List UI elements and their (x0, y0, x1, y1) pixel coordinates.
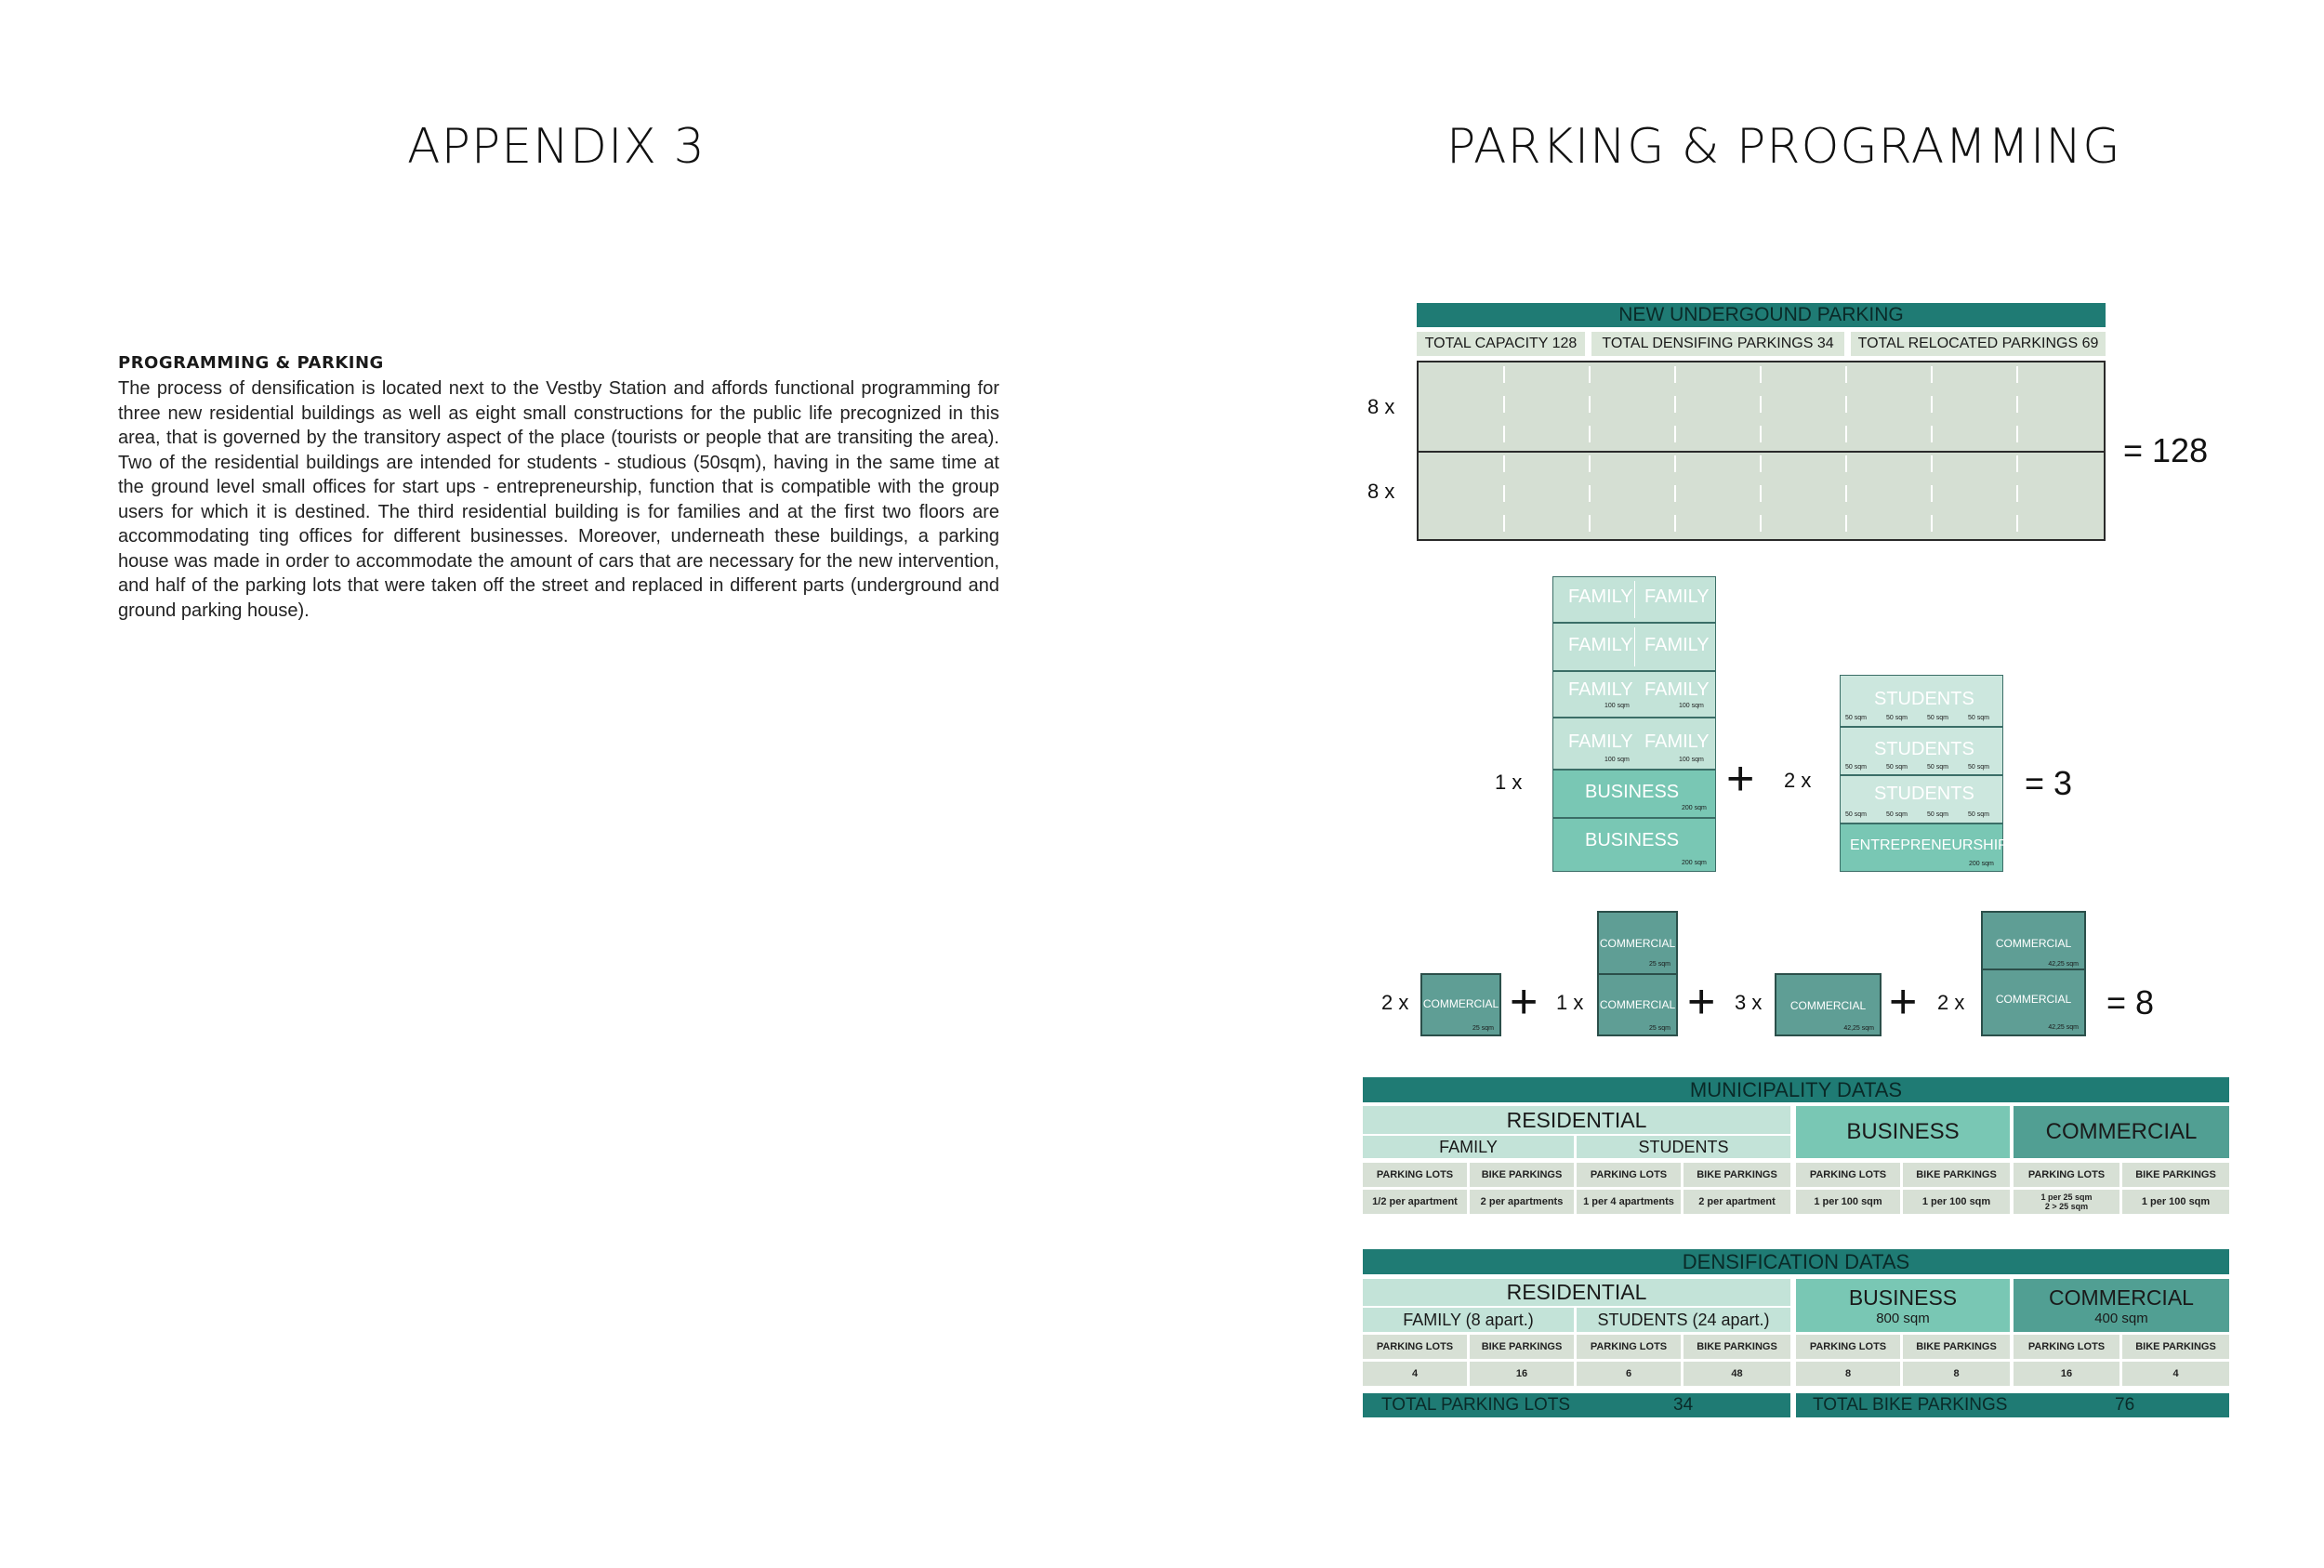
muni-parking-lots-header: PARKING LOTS (1577, 1163, 1681, 1187)
family-label: FAMILY (1568, 635, 1633, 655)
parking-row2-multiplier: 8 x (1367, 480, 1395, 503)
business-floor-2 (1552, 770, 1716, 818)
dens-bike-parkings-header: BIKE PARKINGS (1684, 1335, 1790, 1359)
total-relocated: TOTAL RELOCATED PARKINGS 69 (1851, 332, 2106, 356)
section-heading: PROGRAMMING & PARKING (118, 353, 384, 373)
students-size: 50 sqm (1927, 764, 1948, 771)
total-densifying: TOTAL DENSIFING PARKINGS 34 (1591, 332, 1844, 356)
total-capacity: TOTAL CAPACITY 128 (1417, 332, 1585, 356)
dens-value: 4 (2122, 1362, 2229, 1386)
students-size: 50 sqm (1845, 715, 1867, 721)
business-floor-1 (1552, 818, 1716, 872)
family-size: 100 sqm (1604, 703, 1630, 709)
family-building-multiplier: 1 x (1495, 771, 1523, 794)
commercial-label: COMMERCIAL (1789, 999, 1867, 1012)
muni-commercial: COMMERCIAL (2014, 1106, 2229, 1158)
commercial-label: COMMERCIAL (1995, 937, 2072, 950)
muni-value: 1 per 100 sqm (1903, 1190, 2010, 1214)
muni-business: BUSINESS (1796, 1106, 2010, 1158)
muni-value: 2 per apartment (1684, 1190, 1790, 1214)
students-building (1840, 675, 2008, 872)
students-size: 50 sqm (1968, 811, 1989, 818)
parking-total: = 128 (2123, 431, 2209, 469)
municipality-header: MUNICIPALITY DATAS (1363, 1077, 2229, 1102)
dens-bike-parkings-header: BIKE PARKINGS (1903, 1335, 2010, 1359)
plus-sign: + (1687, 975, 1716, 1029)
muni-bike-parkings-header: BIKE PARKINGS (1684, 1163, 1790, 1187)
commercial-size: 25 sqm (1649, 961, 1670, 968)
plus-sign: + (1510, 975, 1538, 1029)
dens-parking-lots-header: PARKING LOTS (1363, 1335, 1467, 1359)
commercial-size: 42,25 sqm (2048, 1024, 2079, 1031)
commercial-label: COMMERCIAL (1599, 937, 1676, 950)
students-size: 50 sqm (1968, 764, 1989, 771)
muni-value: 1 per 4 apartments (1577, 1190, 1681, 1214)
parking-header: NEW UNDERGOUND PARKING (1417, 303, 2106, 327)
family-floor-4 (1552, 576, 1716, 623)
muni-value-commercial-parking (2014, 1190, 2119, 1214)
muni-value: 1/2 per apartment (1363, 1190, 1467, 1214)
commercial-multiplier-4: 2 x (1937, 991, 1965, 1014)
total-parking-lots-bar (1363, 1393, 1790, 1417)
students-size: 50 sqm (1886, 811, 1908, 818)
students-floor-3 (1840, 675, 2003, 727)
dens-value: 16 (1470, 1362, 1574, 1386)
dens-value: 48 (1684, 1362, 1790, 1386)
muni-bike-parkings-header: BIKE PARKINGS (1470, 1163, 1574, 1187)
business-label: BUSINESS (1585, 830, 1680, 850)
commercial-unit-double (1597, 911, 1678, 1036)
muni-value: 1 per 100 sqm (2122, 1190, 2229, 1214)
muni-value: 2 per apartments (1470, 1190, 1574, 1214)
commercial-size: 42,25 sqm (1843, 1025, 1874, 1032)
business-size: 200 sqm (1682, 860, 1707, 866)
students-size: 50 sqm (1845, 811, 1867, 818)
commercial-multiplier-3: 3 x (1735, 991, 1763, 1014)
family-label: FAMILY (1568, 731, 1633, 752)
family-building (1552, 576, 1716, 872)
family-size: 100 sqm (1679, 703, 1704, 709)
family-size: 100 sqm (1604, 757, 1630, 763)
commercial-size: 25 sqm (1649, 1025, 1670, 1032)
dens-commercial-label: COMMERCIAL (2049, 1285, 2194, 1310)
commercial-unit-large-double (1981, 911, 2086, 1036)
densification-header: DENSIFICATION DATAS (1363, 1249, 2229, 1274)
family-label: FAMILY (1644, 635, 1710, 655)
dens-business-sqm: 800 sqm (1876, 1310, 1930, 1326)
dens-value: 6 (1577, 1362, 1681, 1386)
muni-parking-lots-header: PARKING LOTS (2014, 1163, 2119, 1187)
muni-students: STUDENTS (1577, 1136, 1790, 1158)
commercial-size: 25 sqm (1472, 1025, 1494, 1032)
commercial-multiplier-2: 1 x (1556, 991, 1584, 1014)
students-size: 50 sqm (1927, 715, 1948, 721)
business-label: BUSINESS (1585, 782, 1680, 802)
students-size: 50 sqm (1886, 764, 1908, 771)
students-label: STUDENTS (1874, 784, 1974, 804)
muni-value: 1 per 100 sqm (1796, 1190, 1900, 1214)
students-label: STUDENTS (1874, 739, 1974, 759)
students-label: STUDENTS (1874, 689, 1974, 709)
parking-stall-lines (1419, 362, 2104, 539)
muni-value: 1 per 25 sqm (2040, 1192, 2093, 1202)
dens-value: 4 (1363, 1362, 1467, 1386)
muni-bike-parkings-header: BIKE PARKINGS (1903, 1163, 2010, 1187)
muni-parking-lots-header: PARKING LOTS (1796, 1163, 1900, 1187)
dens-residential: RESIDENTIAL (1363, 1279, 1790, 1306)
dens-parking-lots-header: PARKING LOTS (1577, 1335, 1681, 1359)
muni-bike-parkings-header: BIKE PARKINGS (2122, 1163, 2229, 1187)
business-size: 200 sqm (1682, 805, 1707, 811)
family-label: FAMILY (1644, 731, 1710, 752)
students-size: 50 sqm (1927, 811, 1948, 818)
entrepreneurship-size: 200 sqm (1969, 861, 1994, 867)
entrepreneurship-label: ENTREPRENEURSHIP (1850, 837, 2008, 853)
total-bike-parkings-bar (1796, 1393, 2229, 1417)
dens-value: 8 (1903, 1362, 2010, 1386)
dens-bike-parkings-header: BIKE PARKINGS (2122, 1335, 2229, 1359)
commercial-size: 42,25 sqm (2048, 961, 2079, 968)
appendix-title: APPENDIX 3 (407, 119, 706, 175)
muni-parking-lots-header: PARKING LOTS (1363, 1163, 1467, 1187)
dens-commercial-sqm: 400 sqm (2094, 1310, 2148, 1326)
dens-parking-lots-header: PARKING LOTS (1796, 1335, 1900, 1359)
total-parking-label: TOTAL PARKING LOTS (1381, 1395, 1571, 1415)
commercial-multiplier-1: 2 x (1381, 991, 1409, 1014)
students-size: 50 sqm (1845, 764, 1867, 771)
family-floor-3 (1552, 623, 1716, 671)
total-bike-label: TOTAL BIKE PARKINGS (1813, 1395, 2008, 1415)
commercial-unit-large (1775, 973, 1882, 1036)
page-title: PARKING & PROGRAMMING (1446, 119, 2121, 175)
parking-row1-multiplier: 8 x (1367, 395, 1395, 418)
muni-family: FAMILY (1363, 1136, 1574, 1158)
total-parking-value: 34 (1673, 1395, 1694, 1415)
students-floor-1 (1840, 775, 2003, 824)
dens-value: 8 (1796, 1362, 1900, 1386)
dens-parking-lots-header: PARKING LOTS (2014, 1335, 2119, 1359)
students-size: 50 sqm (1886, 715, 1908, 721)
family-label: FAMILY (1568, 679, 1633, 700)
dens-commercial (2014, 1279, 2229, 1332)
body-paragraph: The process of densification is located next to the Vestby Station and affords functional programming for three new residential buildings as well as eight small constructions for the public life precognized in this area, that is governed by the transitory aspect of the place (tourists or people that are transiting the area). Two of the residential buildings are intended for students - studious (50sqm), having in the same time at the ground level small offices for start ups - entrepreneurship, function that is compatible with the group users for which it is destined. The third residential building is for families and at the first two floors are accommodating ting offices for different businesses. Moreover, underneath these buildings, a parking house was made in order to accommodate the amount of cars that are necessary for the new intervention, and half of the parking lots that were taken off the street and replaced in different parts (underground and ground parking house). (118, 378, 999, 621)
entrepreneurship-floor (1840, 824, 2008, 872)
buildings-total: = 3 (2025, 764, 2073, 802)
dens-family: FAMILY (8 apart.) (1363, 1308, 1574, 1332)
muni-value: 2 > 25 sqm (2044, 1202, 2089, 1211)
family-label: FAMILY (1568, 586, 1633, 607)
family-label: FAMILY (1644, 679, 1710, 700)
dens-business (1796, 1279, 2010, 1332)
family-floor-2 (1552, 671, 1716, 718)
parking-grid (1417, 361, 2106, 541)
commercial-total: = 8 (2106, 983, 2155, 1021)
family-floor-1 (1552, 718, 1716, 770)
total-bike-value: 76 (2115, 1395, 2135, 1415)
plus-sign: + (1889, 975, 1918, 1029)
commercial-label: COMMERCIAL (1599, 998, 1676, 1011)
dens-bike-parkings-header: BIKE PARKINGS (1470, 1335, 1574, 1359)
muni-residential: RESIDENTIAL (1363, 1106, 1790, 1134)
students-floor-2 (1840, 727, 2003, 775)
commercial-label: COMMERCIAL (1422, 997, 1499, 1010)
commercial-label: COMMERCIAL (1995, 993, 2072, 1006)
dens-students: STUDENTS (24 apart.) (1577, 1308, 1790, 1332)
family-label: FAMILY (1644, 586, 1710, 607)
students-size: 50 sqm (1968, 715, 1989, 721)
dens-business-label: BUSINESS (1848, 1285, 1958, 1310)
family-size: 100 sqm (1679, 757, 1704, 763)
commercial-unit-small (1420, 973, 1501, 1036)
students-building-multiplier: 2 x (1784, 769, 1812, 792)
dens-value: 16 (2014, 1362, 2119, 1386)
plus-sign: + (1726, 752, 1755, 806)
